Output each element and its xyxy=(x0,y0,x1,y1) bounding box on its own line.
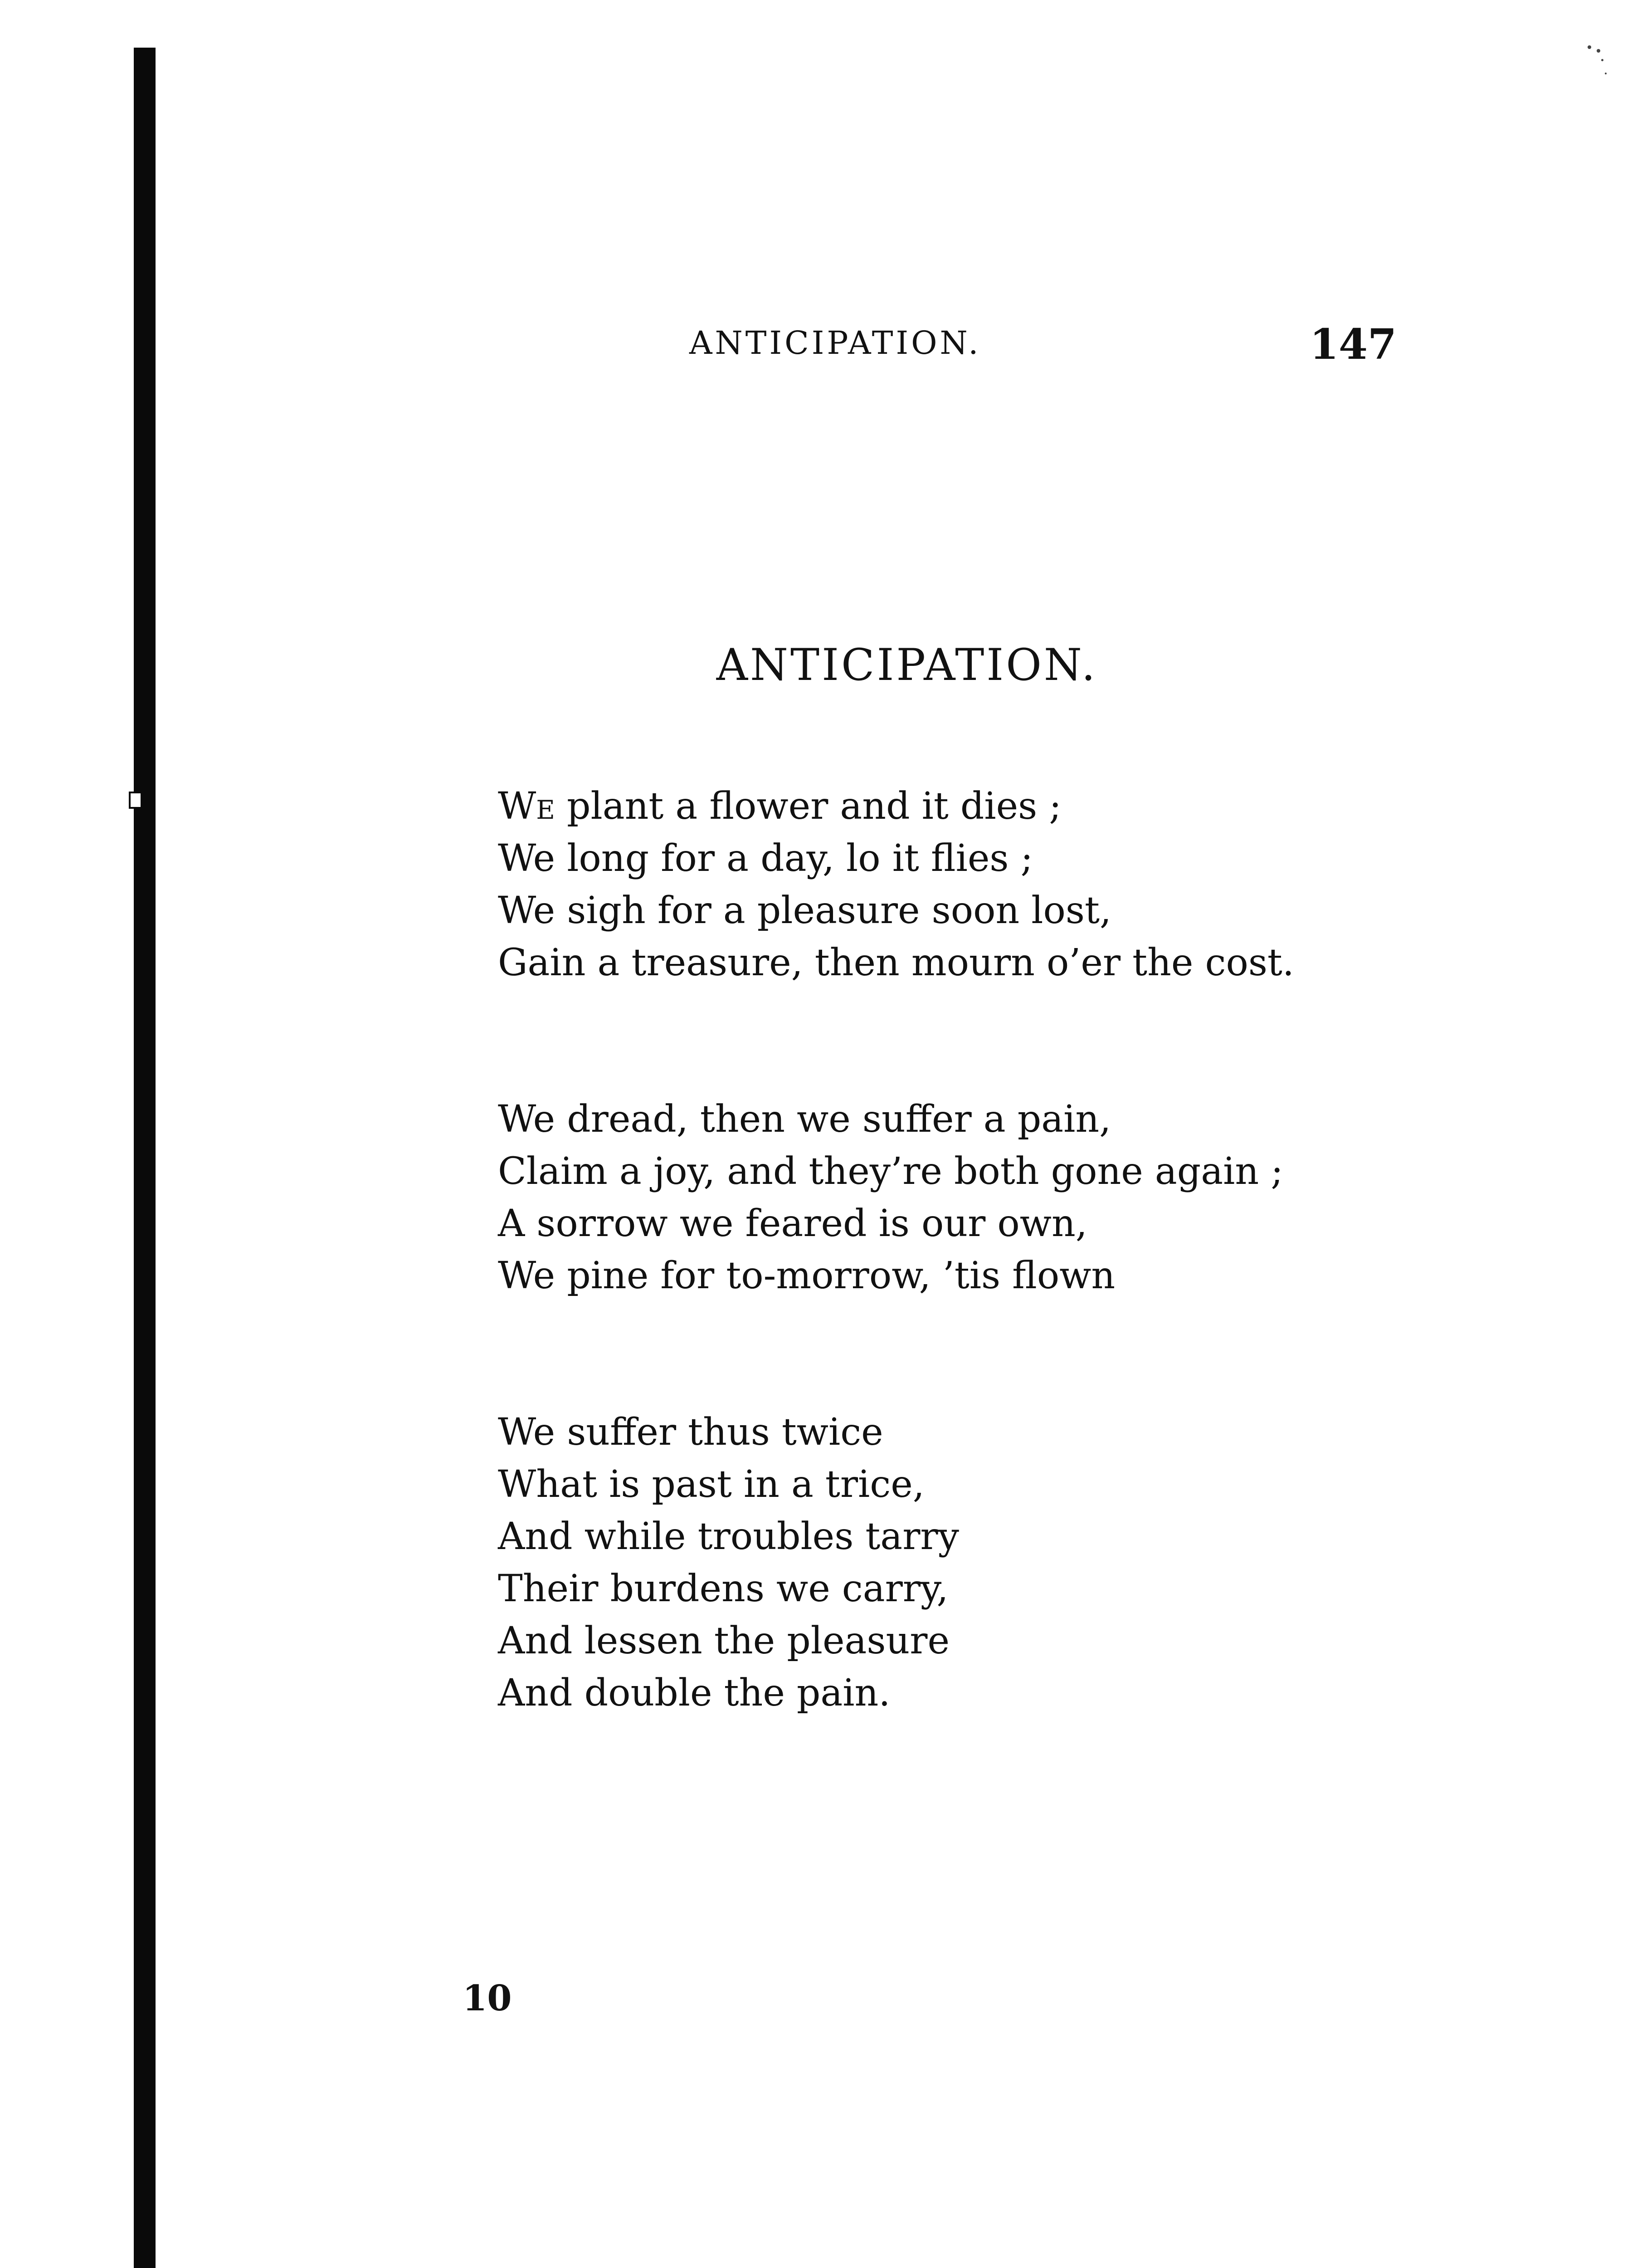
binding-notch xyxy=(129,792,141,809)
poem-line: We sigh for a pleasure soon lost, xyxy=(498,889,1111,932)
poem-line: We suffer thus twice xyxy=(498,1411,883,1454)
first-word: We xyxy=(498,785,555,828)
poem-line: What is past in a trice, xyxy=(498,1463,925,1506)
poem-body xyxy=(498,780,1405,1823)
stanza-1 xyxy=(498,780,1405,989)
signature-mark: 10 xyxy=(463,1978,512,2019)
poem-title: ANTICIPATION. xyxy=(716,640,1098,690)
poem-line: We pine for to-morrow, ’tis flown xyxy=(498,1254,1116,1297)
poem-line: Claim a joy, and they’re both gone again ; xyxy=(498,1150,1283,1193)
poem-line: And lessen the pleasure xyxy=(498,1619,950,1662)
scan-specks xyxy=(1583,41,1610,95)
running-header xyxy=(680,320,1451,374)
poem-line: Their burdens we carry, xyxy=(498,1567,949,1610)
binding-edge xyxy=(134,48,156,2268)
poem-line: We dread, then we suffer a pain, xyxy=(498,1098,1111,1141)
poem-line: And double the pain. xyxy=(498,1672,891,1715)
poem-line xyxy=(498,780,1405,832)
poem-line: And while troubles tarry xyxy=(498,1515,959,1558)
stanza-2 xyxy=(498,1093,1405,1302)
poem-line: A sorrow we feared is our own, xyxy=(498,1202,1087,1245)
line-text: plant a flower and it dies ; xyxy=(555,785,1062,828)
running-title: ANTICIPATION. xyxy=(689,324,981,362)
poem-line: Gain a treasure, then mourn o’er the cost. xyxy=(498,941,1294,984)
stanza-3 xyxy=(498,1406,1405,1719)
page-number: 147 xyxy=(1309,320,1397,369)
poem-line: We long for a day, lo it flies ; xyxy=(498,837,1033,880)
